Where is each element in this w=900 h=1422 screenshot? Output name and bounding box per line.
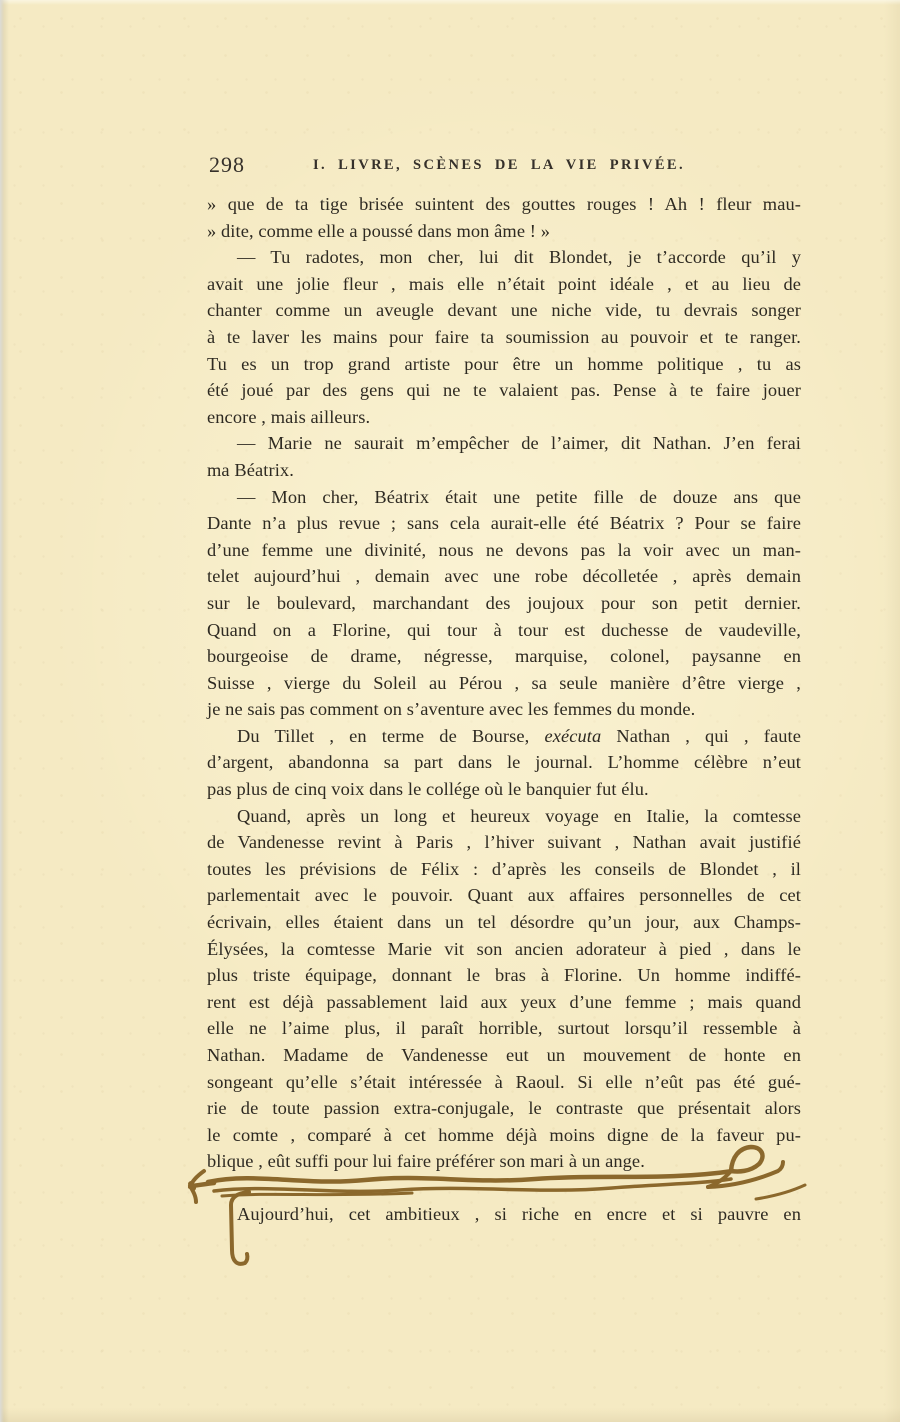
text-line: parlementait avec le pouvoir. Quant aux affaires personnelles de cet — [207, 885, 801, 906]
text-line: — Tu radotes, mon cher, lui dit Blondet, je t’accorde qu’il y — [237, 247, 801, 268]
text-line: à te laver les mains pour faire ta soumission au pouvoir et te ranger. — [207, 326, 801, 347]
scan-edge-shadow — [0, 0, 4, 1422]
paragraph — [207, 723, 801, 803]
text-line: chanter comme un aveugle devant une niche vide, tu devrais songer — [207, 300, 801, 321]
text-line: songeant qu’elle s’était intéressée à Raoul. Si elle n’eût pas été gué- — [207, 1071, 801, 1092]
text-line: rie de toute passion extra-conjugale, le contraste que présentait alors — [207, 1098, 801, 1119]
text-line: le comte , comparé à cet homme déjà moins digne de la faveur pu- — [207, 1124, 801, 1145]
text-line: toutes les prévisions de Félix : d’après les conseils de Blondet , il — [207, 858, 801, 879]
text-line: » que de ta tige brisée suintent des gouttes rouges ! Ah ! fleur mau- — [207, 194, 801, 214]
text-line: Aujourd’hui, cet ambitieux , si riche en encre et si pauvre en — [237, 1203, 801, 1224]
text-line: je ne sais pas comment on s’aventure avec les femmes du monde. — [207, 699, 696, 720]
text-line: avait une jolie fleur , mais elle n’était point idéale , et au lieu de — [207, 273, 801, 294]
italic-text: exécuta — [544, 725, 602, 746]
paragraph — [207, 191, 801, 244]
text-segment: Nathan , qui , faute — [601, 725, 801, 746]
text-line: d’une femme une divinité, nous ne devons pas la voir avec un man- — [207, 539, 801, 560]
text-line: sur le boulevard, marchandant des joujoux pour son petit dernier. — [207, 592, 801, 613]
paragraph — [207, 1201, 801, 1228]
text-line: » dite, comme elle a poussé dans mon âme ! » — [207, 220, 551, 241]
text-line: — Marie ne saurait m’empêcher de l’aimer, dit Nathan. J’en ferai — [237, 433, 801, 454]
paragraph — [207, 244, 801, 430]
paragraph — [207, 430, 801, 483]
text-line: elle ne l’aime plus, il paraît horrible, surtout lorsqu’il ressemble à — [207, 1018, 801, 1039]
page-number: 298 — [209, 152, 245, 177]
paragraph — [207, 803, 801, 1175]
paragraph — [207, 484, 801, 723]
text-line: telet aujourd’hui , demain avec une robe décolletée , après demain — [207, 566, 801, 587]
text-line: — Mon cher, Béatrix était une petite fille de douze ans que — [237, 486, 801, 507]
text-line: été joué par des gens qui ne te valaient pas. Pense à te faire jouer — [207, 380, 801, 401]
text-line: plus triste équipage, donnant le bras à Florine. Un homme indiffé- — [207, 965, 801, 986]
text-line: ma Béatrix. — [207, 459, 294, 480]
text-line: écrivain, elles étaient dans un tel désordre qu’un jour, aux Champs- — [207, 912, 801, 933]
text-line: Quand on a Florine, qui tour à tour est duchesse de vaudeville, — [207, 619, 801, 640]
text-line: rent est déjà passablement laid aux yeux d’une femme ; mais quand — [207, 991, 801, 1012]
text-line: bourgeoise de drame, négresse, marquise, colonel, paysanne en — [207, 646, 801, 667]
text-line: Quand, après un long et heureux voyage en Italie, la comtesse — [237, 805, 801, 826]
text-line: pas plus de cinq voix dans le collége où le banquier fut élu. — [207, 779, 649, 800]
text-line: Dante n’a plus revue ; sans cela aurait-elle été Béatrix ? Pour se faire — [207, 513, 801, 534]
text-line — [207, 723, 801, 750]
text-line: Élysées, la comtesse Marie vit son ancien adorateur à pied , dans le — [207, 938, 801, 959]
text-line: Tu es un trop grand artiste pour être un homme politique , tu as — [207, 353, 801, 374]
text-line: de Vandenesse revint à Paris , l’hiver suivant , Nathan avait justifié — [207, 832, 801, 853]
running-header — [207, 152, 801, 180]
running-title: I. LIVRE, SCÈNES DE LA VIE PRIVÉE. — [312, 157, 685, 173]
text-line: d’argent, abandonna sa part dans le journal. L’homme célèbre n’eut — [207, 752, 801, 773]
text-segment: Du Tillet , en terme de Bourse, — [237, 725, 545, 746]
text-line: blique , eût suffi pour lui faire préférer son mari à un ange. — [207, 1151, 645, 1172]
text-line: encore , mais ailleurs. — [207, 406, 371, 427]
text-line: Nathan. Madame de Vandenesse eut un mouvement de honte en — [207, 1045, 801, 1065]
text-line: Suisse , vierge du Soleil au Pérou , sa seule manière d’être vierge , — [207, 672, 801, 693]
text-block — [207, 191, 801, 1228]
